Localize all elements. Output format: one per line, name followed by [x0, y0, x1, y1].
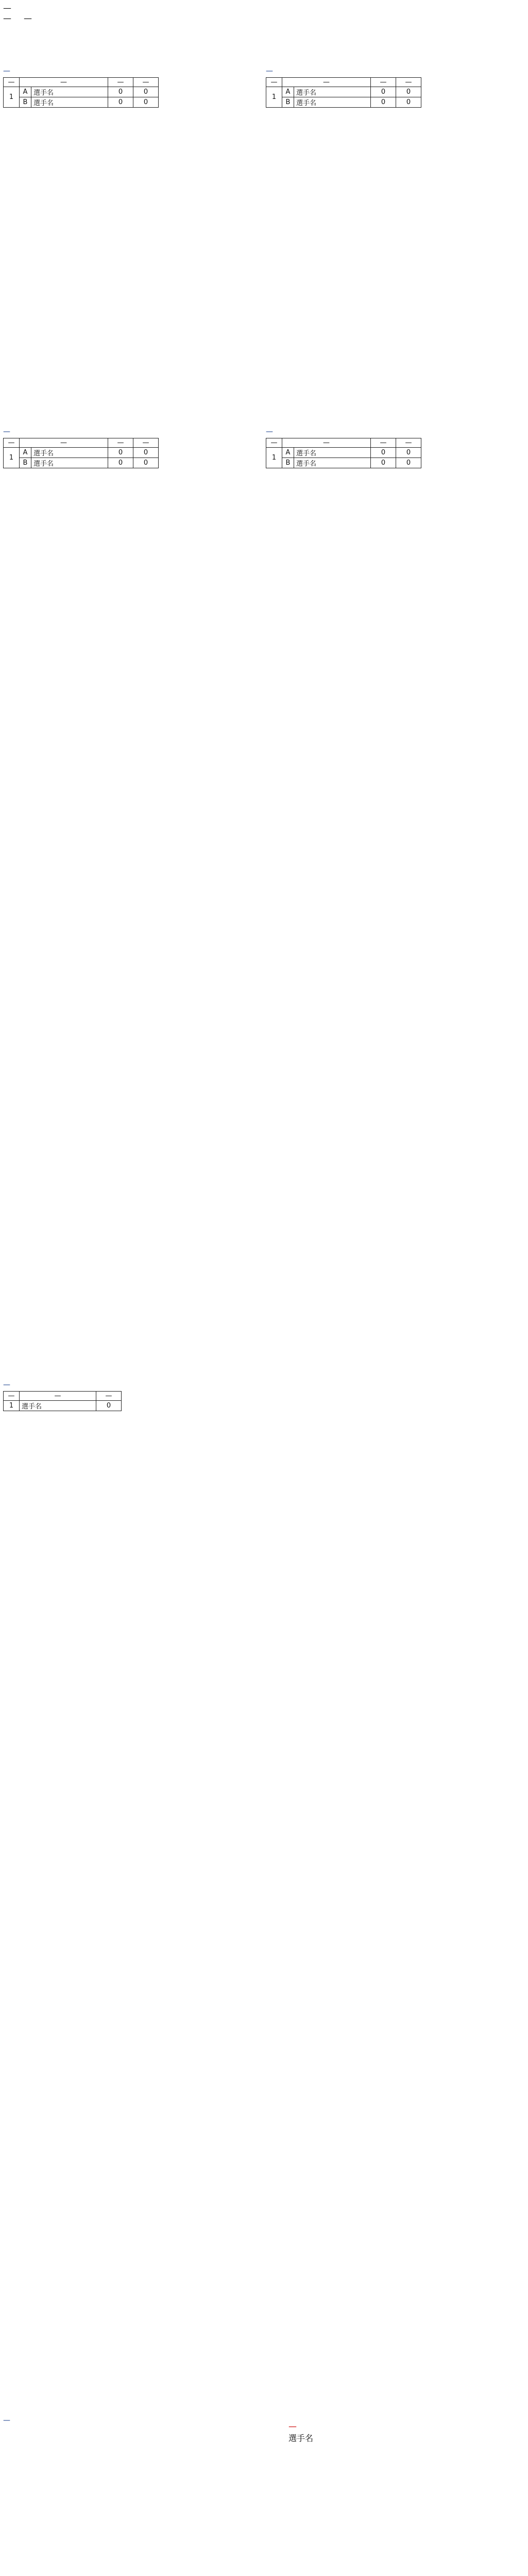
player-name: 選手名	[294, 448, 371, 458]
played: 0	[371, 97, 396, 108]
played: 0	[371, 448, 396, 458]
slot: A	[282, 87, 294, 97]
slot: B	[282, 97, 294, 108]
table-row	[266, 97, 421, 108]
table-row	[266, 87, 421, 97]
round-table	[3, 438, 159, 468]
points: 0	[133, 458, 159, 468]
player-name: 選手名	[294, 97, 371, 108]
player-name: 選手名	[31, 87, 108, 97]
played: 0	[108, 87, 133, 97]
player-name: 選手名	[31, 448, 108, 458]
points: 0	[396, 448, 421, 458]
points: 0	[396, 97, 421, 108]
player-name: 選手名	[20, 1401, 96, 1411]
table-row	[4, 1401, 126, 1411]
played-header: —	[108, 438, 133, 448]
slot: B	[20, 458, 31, 468]
opponent-header: —	[282, 78, 371, 87]
round-label: —	[3, 67, 10, 75]
player-name: 選手名	[31, 97, 108, 108]
points-header: —	[133, 438, 159, 448]
area-number: 1	[4, 448, 20, 468]
table-row	[4, 87, 159, 97]
opponent-header: —	[20, 78, 108, 87]
played-header: —	[108, 78, 133, 87]
bracket-label: —	[3, 2416, 10, 2425]
played-header: —	[371, 438, 396, 448]
area-number: 1	[266, 87, 282, 108]
table-row	[4, 97, 159, 108]
ranking-table	[3, 1391, 126, 1411]
winner-name: 選手名	[288, 2433, 314, 2443]
table-row	[266, 448, 421, 458]
slot: A	[20, 448, 31, 458]
winner-label: —	[288, 2421, 297, 2431]
page-subtitle	[3, 13, 32, 24]
slot: A	[282, 448, 294, 458]
played: 0	[371, 458, 396, 468]
area-number: 1	[4, 87, 20, 108]
area-header: —	[4, 438, 20, 448]
points-header: —	[396, 438, 421, 448]
subtitle-left: —	[3, 13, 11, 23]
page-title: —	[3, 3, 11, 13]
points: 0	[96, 1401, 122, 1411]
player-name: 選手名	[294, 87, 371, 97]
rank: 1	[4, 1401, 20, 1411]
played-header: —	[371, 78, 396, 87]
points: 0	[133, 97, 159, 108]
played: 0	[108, 458, 133, 468]
table-row	[4, 458, 159, 468]
player-name: 選手名	[31, 458, 108, 468]
points: 0	[133, 448, 159, 458]
ranking-label: —	[3, 1381, 10, 1389]
round-table	[266, 77, 421, 108]
round-table	[3, 77, 159, 108]
points-header: —	[96, 1392, 122, 1401]
round-label: —	[266, 67, 273, 75]
points: 0	[396, 87, 421, 97]
played: 0	[108, 448, 133, 458]
slot: B	[20, 97, 31, 108]
ranking-note	[122, 1401, 126, 1411]
opponent-header: —	[20, 438, 108, 448]
area-header: —	[266, 78, 282, 87]
player-name: 選手名	[294, 458, 371, 468]
table-row	[266, 458, 421, 468]
slot: B	[282, 458, 294, 468]
area-number: 1	[266, 448, 282, 468]
round-label: —	[266, 428, 273, 436]
table-row	[4, 448, 159, 458]
page-header	[3, 3, 32, 24]
opponent-header: —	[282, 438, 371, 448]
round-label: —	[3, 428, 10, 436]
points-header: —	[396, 78, 421, 87]
round-table	[266, 438, 421, 468]
subtitle-right: —	[24, 13, 32, 23]
points-header: —	[133, 78, 159, 87]
played: 0	[371, 87, 396, 97]
name-header: —	[20, 1392, 96, 1401]
area-header: —	[4, 78, 20, 87]
rank-header: —	[4, 1392, 20, 1401]
area-header: —	[266, 438, 282, 448]
slot: A	[20, 87, 31, 97]
points: 0	[133, 87, 159, 97]
played: 0	[108, 97, 133, 108]
points: 0	[396, 458, 421, 468]
